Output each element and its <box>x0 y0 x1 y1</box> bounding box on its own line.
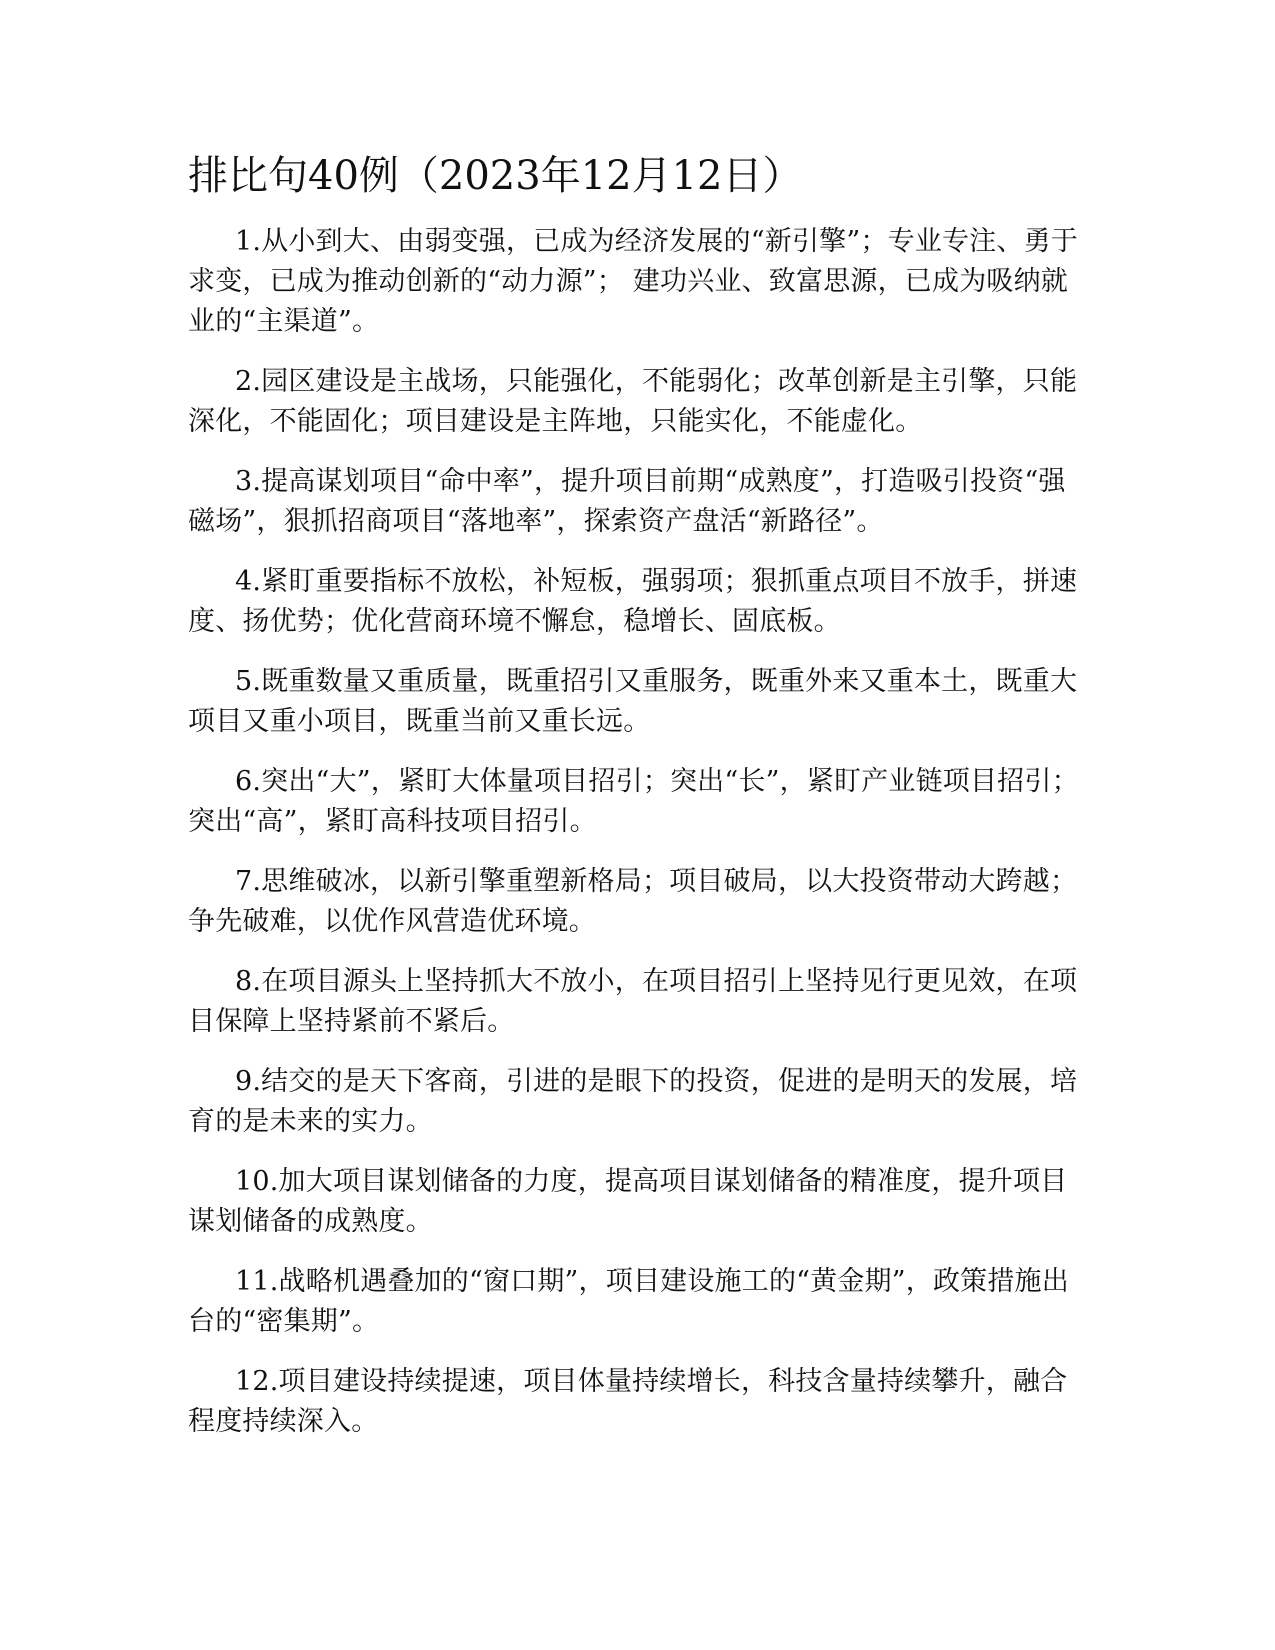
paragraph-3: 3.提高谋划项目“命中率”，提升项目前期“成熟度”，打造吸引投资“强磁场”，狠抓招商项目“落地率”，探索资产盘活“新路径”。 <box>188 466 1066 537</box>
paragraph-11: 11.战略机遇叠加的“窗口期”，项目建设施工的“黄金期”，政策措施出台的“密集期”。 <box>188 1266 1069 1337</box>
paragraph-2: 2.园区建设是主战场，只能强化，不能弱化；改革创新是主引擎，只能深化，不能固化；项目建设是主阵地，只能实化，不能虚化。 <box>188 366 1078 437</box>
paragraph-1: 1.从小到大、由弱变强，已成为经济发展的“新引擎”；专业专注、勇于求变，已成为推动创新的“动力源”； 建功兴业、致富思源，已成为吸纳就业的“主渠道”。 <box>188 226 1078 337</box>
paragraph-5: 5.既重数量又重质量，既重招引又重服务，既重外来又重本土，既重大项目又重小项目，既重当前又重长远。 <box>188 666 1078 737</box>
document-title: 排比句40例（2023年12月12日） <box>188 153 803 199</box>
document-body <box>188 222 1092 1462</box>
paragraph-8: 8.在项目源头上坚持抓大不放小，在项目招引上坚持见行更见效，在项目保障上坚持紧前不紧后。 <box>188 966 1078 1037</box>
paragraph-9: 9.结交的是天下客商，引进的是眼下的投资，促进的是明天的发展，培育的是未来的实力。 <box>188 1066 1078 1137</box>
paragraph-4: 4.紧盯重要指标不放松，补短板，强弱项；狠抓重点项目不放手，拼速度、扬优势；优化营商环境不懈怠，稳增长、固底板。 <box>188 566 1078 637</box>
paragraph-10: 10.加大项目谋划储备的力度，提高项目谋划储备的精准度，提升项目谋划储备的成熟度。 <box>188 1166 1068 1237</box>
paragraph-12: 12.项目建设持续提速，项目体量持续增长，科技含量持续攀升，融合程度持续深入。 <box>188 1366 1068 1437</box>
paragraph-7: 7.思维破冰，以新引擎重塑新格局；项目破局，以大投资带动大跨越；争先破难，以优作风营造优环境。 <box>188 866 1078 937</box>
paragraph-6: 6.突出“大”，紧盯大体量项目招引；突出“长”，紧盯产业链项目招引；突出“高”，紧盯高科技项目招引。 <box>188 766 1079 837</box>
